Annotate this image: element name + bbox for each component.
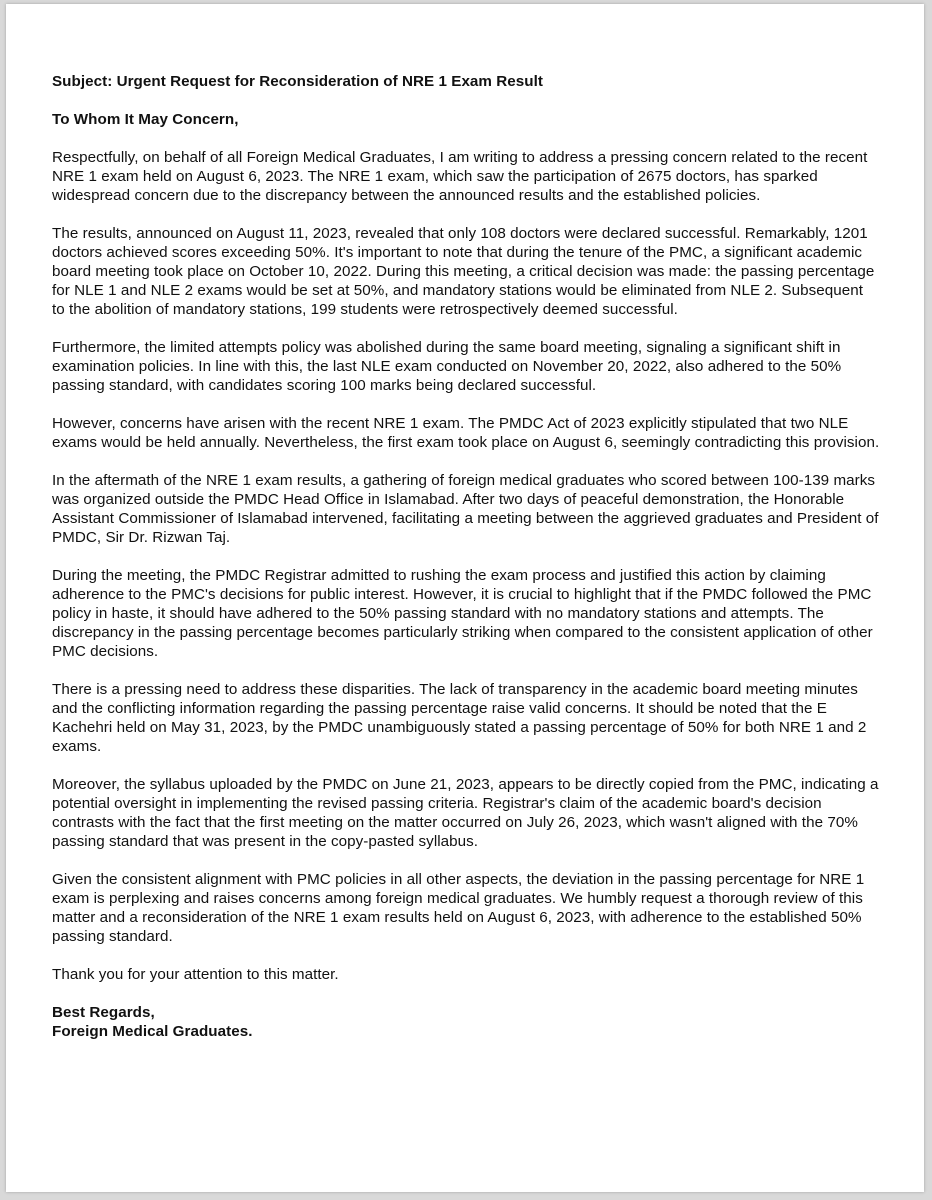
paragraph-disparities: There is a pressing need to address these disparities. The lack of transparency in the academic board meeting minutes and the conflicting information regarding the passing percentage raise valid concerns. It should be noted that the E Kachehri held on May 31, 2023, by the PMDC unambiguously stated a passing percentage of 50% for both NRE 1 and 2 exams.: [52, 681, 867, 755]
letter-body: [52, 72, 880, 1041]
paragraph-thanks: Thank you for your attention to this matter.: [52, 966, 339, 983]
letter-closing: Best Regards,: [52, 1004, 155, 1021]
letter-subject: Subject: Urgent Request for Reconsideration of NRE 1 Exam Result: [52, 73, 543, 90]
paragraph-meeting: During the meeting, the PMDC Registrar admitted to rushing the exam process and justified this action by claiming adherence to the PMC's decisions for public interest. However, it is crucial to highlight that if the PMDC followed the PMC policy in haste, it should have adhered to the 50% passing standard with no mandatory stations and attempts. The discrepancy in the passing percentage becomes particularly striking when compared to the consistent application of other PMC decisions.: [52, 567, 873, 660]
document-page: [6, 4, 924, 1192]
letter-salutation: To Whom It May Concern,: [52, 111, 239, 128]
paragraph-concerns: However, concerns have arisen with the recent NRE 1 exam. The PMDC Act of 2023 explicitly stipulated that two NLE exams would be held annually. Nevertheless, the first exam took place on August 6, seemingly contradicting this provision.: [52, 415, 880, 451]
paragraph-syllabus: Moreover, the syllabus uploaded by the PMDC on June 21, 2023, appears to be directly copied from the PMC, indicating a potential oversight in implementing the revised passing criteria. Registrar's claim of the academic board's decision contrasts with the fact that the first meeting on the matter occurred on July 26, 2023, which wasn't aligned with the 70% passing standard that was present in the copy-pasted syllabus.: [52, 776, 879, 850]
letter-signature: Foreign Medical Graduates.: [52, 1023, 253, 1040]
paragraph-attempts-policy: Furthermore, the limited attempts policy was abolished during the same board meeting, signaling a significant shift in examination policies. In line with this, the last NLE exam conducted on November 20, 2022, also adhered to the 50% passing standard, with candidates scoring 100 marks being declared successful.: [52, 339, 842, 394]
paragraph-results: The results, announced on August 11, 2023, revealed that only 108 doctors were declared successful. Remarkably, 1201 doctors achieved scores exceeding 50%. It's important to note that during the tenure of the PMC, a significant academic board meeting took place on October 10, 2022. During this meeting, a critical decision was made: the passing percentage for NLE 1 and NLE 2 exams would be set at 50%, and mandatory stations would be eliminated from NLE 2. Subsequent to the abolition of mandatory stations, 199 students were retrospectively deemed successful.: [52, 225, 875, 318]
paragraph-gathering: In the aftermath of the NRE 1 exam results, a gathering of foreign medical graduates who scored between 100-139 marks was organized outside the PMDC Head Office in Islamabad. After two days of peaceful demonstration, the Honorable Assistant Commissioner of Islamabad intervened, facilitating a meeting between the aggrieved graduates and President of PMDC, Sir Dr. Rizwan Taj.: [52, 472, 879, 546]
paragraph-request: Given the consistent alignment with PMC policies in all other aspects, the deviation in the passing percentage for NRE 1 exam is perplexing and raises concerns among foreign medical graduates. We humbly request a thorough review of this matter and a reconsideration of the NRE 1 exam results held on August 6, 2023, with adherence to the established 50% passing standard.: [52, 871, 865, 945]
paragraph-intro: Respectfully, on behalf of all Foreign Medical Graduates, I am writing to address a pressing concern related to the recent NRE 1 exam held on August 6, 2023. The NRE 1 exam, which saw the participation of 2675 doctors, has sparked widespread concern due to the discrepancy between the announced results and the established policies.: [52, 149, 868, 204]
